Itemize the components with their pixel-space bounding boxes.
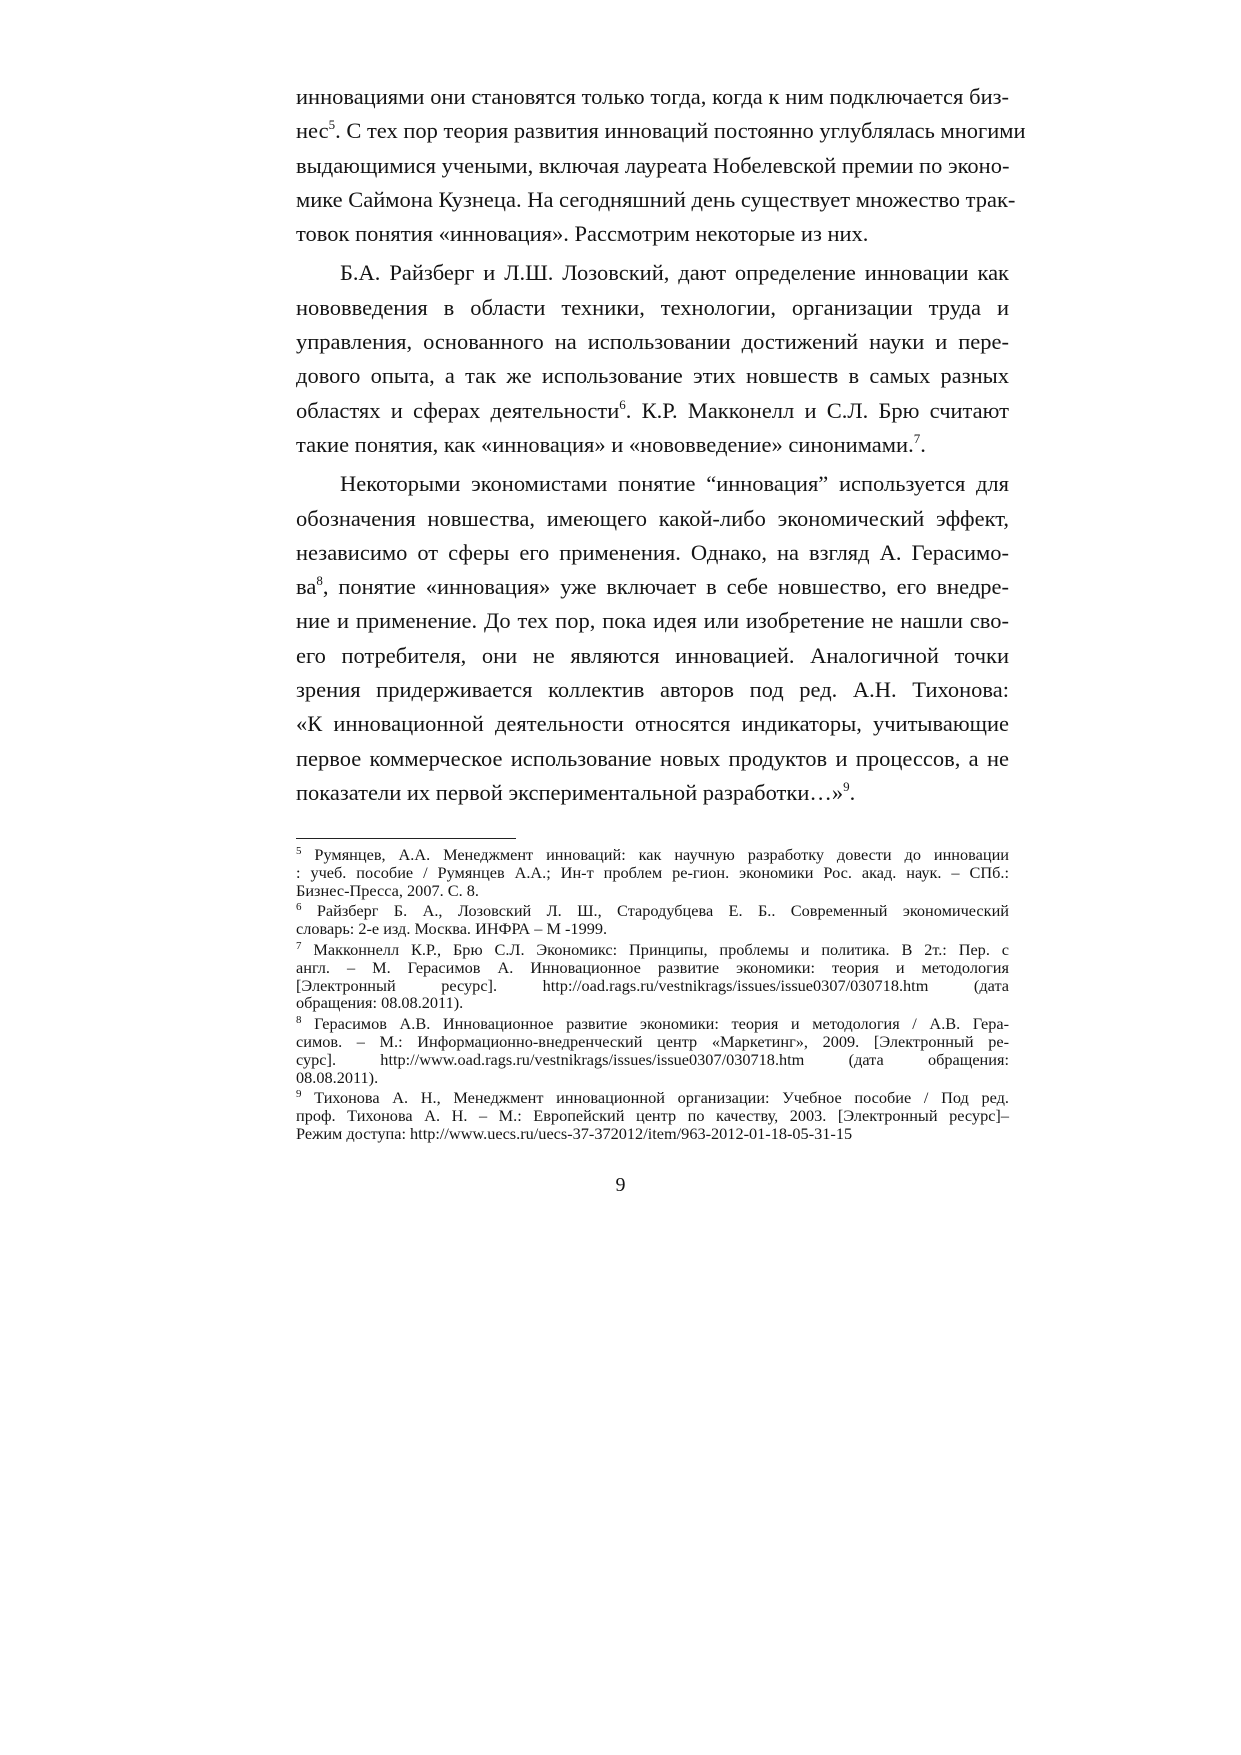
footnote-number: 5: [296, 845, 302, 857]
footnote-line: [296, 902, 1009, 920]
text-fragment: Тихонова А. Н., Менеджмент инновационной организации: Учебное пособие / Под ред.: [301, 1088, 1009, 1108]
text-fragment: областях и сферах деятельности: [296, 397, 620, 423]
text-line: мике Саймона Кузнеца. На сегодняшний день существует множество трак-: [296, 186, 1016, 212]
footnote-number: 7: [296, 939, 302, 952]
footnote-line: симов. – М.: Информационно-внедренческий центр «Маркетинг», 2009. [Электронный ре-: [296, 1031, 1009, 1051]
footnote-number: 9: [296, 1088, 302, 1101]
text-line: [296, 776, 1009, 810]
footnotes: [296, 846, 1009, 1146]
footnote-line: Режим доступа: http://www.uecs.ru/uecs-37-372012/item/963-2012-01-18-05-31-15: [296, 1123, 853, 1143]
footnote-line: [296, 941, 1009, 959]
text-line: первое коммерческое использование новых продуктов и процессов, а не: [296, 745, 1009, 771]
footnote-8: [296, 1015, 1009, 1086]
footnote-line: [296, 1089, 1009, 1107]
footnote-line: проф. Тихонова А. Н. – М.: Европейский центр по качеству, 2003. [Электронный ресурс]–: [296, 1106, 1009, 1126]
text-line: обозначения новшества, имеющего какой-либо экономический эффект,: [296, 505, 1009, 531]
footnote-number: 6: [296, 901, 302, 914]
text-fragment: такие понятия, как «инновация» и «нововведение» синонимами.: [296, 431, 914, 457]
footnote-line: обращения: 08.08.2011).: [296, 993, 464, 1013]
text-fragment: Герасимов А.В. Инновационное развитие экономики: теория и методология / А.В. Гера-: [301, 1014, 1009, 1034]
text-line: [296, 570, 1009, 604]
footnote-line: : учеб. пособие / Румянцев А.А.; Ин-т проблем ре-гион. экономики Рос. акад. наук. – СПб.:: [296, 862, 1009, 882]
footnote-ref-9: 9: [843, 778, 850, 794]
text-line: «К инновационной деятельности относятся индикаторы, учитывающие: [296, 711, 1009, 737]
footnote-5: [296, 846, 1009, 899]
footnote-ref-7: 7: [913, 430, 921, 446]
text-line: [296, 428, 1009, 462]
text-fragment: . С тех пор теория развития инноваций постоянно углублялась многими: [335, 118, 1026, 144]
footnote-line: сурс]. http://www.oad.rags.ru/vestnikrags/issues/issue0307/030718.htm (дата обращения:: [296, 1049, 1009, 1069]
text-line: товок понятия «инновация». Рассмотрим некоторые из них.: [296, 221, 869, 247]
page-number: 9: [615, 1174, 626, 1196]
text-line: дового опыта, а так же использование этих новшеств в самых разных: [296, 363, 1009, 389]
text-fragment: показатели их первой экспериментальной разработки…»: [296, 779, 844, 805]
text-line: Б.А. Райзберг и Л.Ш. Лозовский, дают определение инновации как: [340, 260, 1009, 286]
footnote-ref-6: 6: [619, 396, 626, 412]
footnote-9: [296, 1089, 1009, 1142]
paragraph-2: [296, 256, 1009, 462]
text-fragment: .: [849, 779, 856, 805]
text-fragment: Макконнелл К.Р., Брю С.Л. Экономикс: Принципы, проблемы и политика. В 2т.: Пер. с: [301, 939, 1009, 959]
footnote-line: [296, 846, 1009, 864]
text-line: независимо от сферы его применения. Однако, на взгляд А. Герасимо-: [296, 539, 1009, 565]
text-fragment: Райзберг Б. А., Лозовский Л. Ш., Стародубцева Е. Б.. Современный экономический: [301, 901, 1009, 921]
text-line: инновациями они становятся только тогда, когда к ним подключается биз-: [296, 84, 1009, 109]
text-line: нововведения в области техники, технологии, организации труда и: [296, 294, 1009, 320]
text-line: ние и применение. До тех пор, пока идея или изобретение не нашли сво-: [296, 608, 1009, 634]
text-fragment: . К.Р. Макконелл и С.Л. Брю считают: [625, 397, 1009, 423]
footnote-6: [296, 902, 1009, 938]
text-line: [296, 394, 1009, 428]
footnote-ref-5: 5: [328, 117, 336, 133]
text-fragment: нес: [296, 118, 329, 144]
footnote-number: 8: [296, 1014, 302, 1027]
text-line: [296, 114, 1026, 148]
text-line: управления, основанного на использовании достижений науки и пере-: [296, 329, 1009, 355]
footnote-7: [296, 941, 1009, 1012]
text-fragment: Румянцев, А.А. Менеджмент инноваций: как научную разработку довести до инновации: [301, 845, 1009, 864]
paragraph-1: [296, 80, 1026, 251]
text-fragment: , понятие «инновация» уже включает в себе новшество, его внедре-: [322, 574, 1009, 600]
paragraph-3: [296, 467, 1009, 810]
text-line: выдающимися учеными, включая лауреата Нобелевской премии по эконо-: [296, 152, 1010, 178]
footnote-separator: [296, 838, 516, 839]
text-line: его потребителя, они не являются инновацией. Аналогичной точки: [296, 642, 1009, 668]
text-line: зрения придерживается коллектив авторов под ред. А.Н. Тихонова:: [296, 677, 1009, 703]
footnote-line: англ. – М. Герасимов А. Инновационное развитие экономики: теория и методология: [296, 957, 1009, 977]
main-text: [296, 80, 1026, 810]
footnote-line: Бизнес-Пресса, 2007. С. 8.: [296, 880, 479, 900]
footnote-line: словарь: 2-е изд. Москва. ИНФРА – М -1999.: [296, 919, 608, 939]
text-fragment: .: [920, 431, 926, 457]
footnote-line: [Электронный ресурс]. http://oad.rags.ru/vestnikrags/issues/issue0307/030718.htm (дата: [296, 975, 1009, 995]
text-line: Некоторыми экономистами понятие “инновация” используется для: [340, 471, 1009, 497]
footnote-ref-8: 8: [316, 573, 323, 589]
footnote-line: 08.08.2011).: [296, 1067, 379, 1087]
footnote-line: [296, 1015, 1009, 1033]
text-fragment: ва: [296, 574, 317, 600]
